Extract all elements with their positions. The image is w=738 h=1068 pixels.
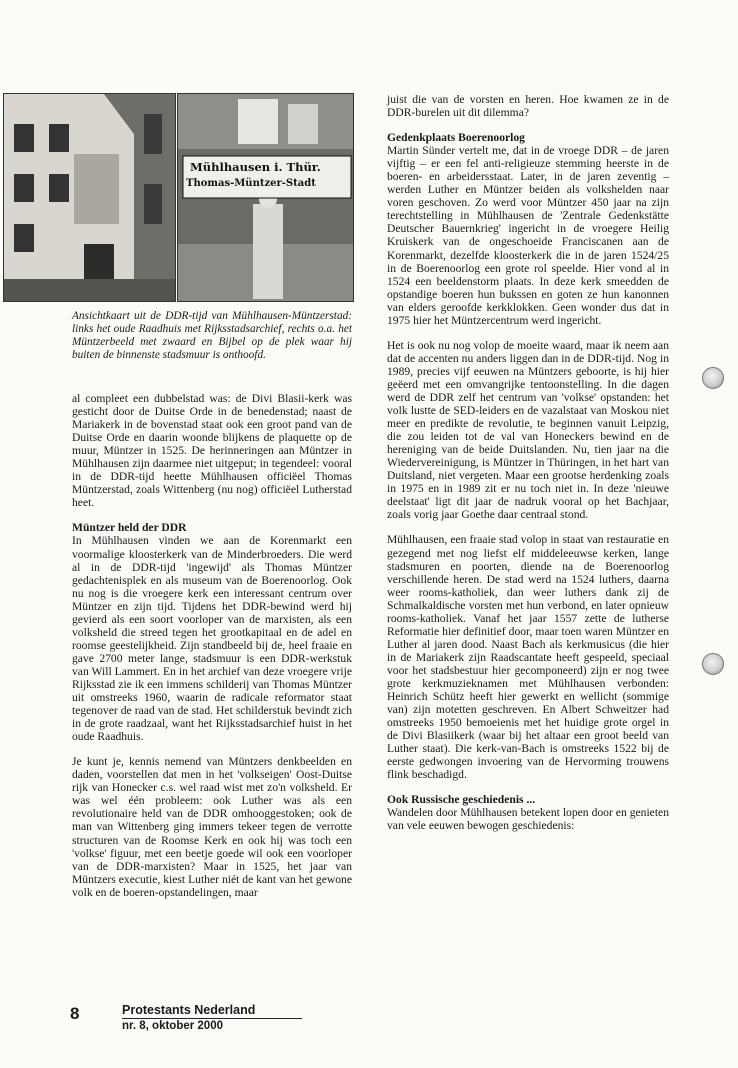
section-heading: Gedenkplaats Boerenoorlog bbox=[387, 131, 525, 145]
paragraph: al compleet een dubbelstad was: de Divi Blasii-kerk was gesticht door de Duitse Orde in de benedenstad; naast de Mariakerk in de bovenstad staat ook een groot pand van de Duitse Orde en daarin woonde blijkens de plaquette op de muur, Müntzer in 1525. De herinneringen aan Müntzer in Mühlhausen zijn daarmee niet uitgeput; in tegendeel: vooral in de DDR-tijd heette Mühlhausen officiëel Thomas Müntzerstad, zoals Wittenberg (nu nog) officiëel Lutherstad heet. bbox=[72, 392, 352, 510]
punch-hole-icon bbox=[702, 653, 724, 675]
paragraph: Je kunt je, kennis nemend van Müntzers denkbeelden en daden, voorstellen dat men in het 'volkseigen' Oost-Duitse rijk van Honecker c.s. wel raad wist met zo'n volksheld. Er was wel één probleem: ook Luther was als een revolutionaire held van de DDR omhooggestoken; ook de man van Wittenberg ging immers tekeer tegen de verrotte structuren van de Roomse Kerk en ook hij was toch een 'volkse' figuur, met een beetje goede wil ook een voorloper van de DDR-marxisten? Maar in 1525, het jaar van Müntzers executie, kiest Luther niét de kant van het gewone volk en de boeren-opstandelingen, maar bbox=[72, 755, 352, 899]
postcard-sign-line1: Mühlhausen i. Thür. bbox=[190, 160, 321, 174]
page-number: 8 bbox=[70, 1004, 80, 1023]
right-column bbox=[387, 93, 669, 844]
paragraph: In Mühlhausen vinden we aan de Korenmarkt een voormalige kloosterkerk van de Minderbroeders. Die werd al in de DDR-tijd 'ingewijd' als Thomas Müntzer gedachtenisplek en als museum van de Boerenoorlog. Ook nu nog is die vroegere kerk een interessant centrum over Müntzer en zijn tijd. Tijdens het DDR-bewind werd hij gevierd als een soort voorloper van de marxisten, als een volksheld die streed tegen het grootkapitaal en de adel en roomse geestelijkheid. Zijn standbeeld bij de, heel fraaie en gave 2700 meter lange, stadsmuur is een DDR-werkstuk van Will Lammert. En in het archief van deze vroegere vrije Rijksstad zie ik een immens schilderij van Thomas Müntzer uit omstreeks 1960, waarin de radicale reformator staat tegenover de raad van de stad. Het schilderstuk bevindt zich in de grote raadzaal, want het Rijksstadsarchief huist in het oude Raadhuis. bbox=[72, 534, 352, 744]
paragraph: juist die van de vorsten en heren. Hoe kwamen ze in de DDR-burelen uit dit dilemma? bbox=[387, 93, 669, 120]
paragraph: Wandelen door Mühlhausen betekent lopen door en genieten van vele eeuwen bewogen geschiedenis: bbox=[387, 806, 669, 833]
photo-caption: Ansichtkaart uit de DDR-tijd van Mühlhausen-Müntzerstad: links het oude Raadhuis met Rijksstadsarchief, rechts o.a. het Müntzerbeeld met zwaard en Bijbel op de plek waar hij buiten de binnenste stadsmuur is onthoofd. bbox=[72, 310, 352, 362]
magazine-title: Protestants Nederland bbox=[122, 1003, 302, 1019]
paragraph: Mühlhausen, een fraaie stad volop in staat van restauratie en gezegend met nog liefst elf middeleeuwse kerken, lange stadsmuren en poorten, diende na de Boerenoorlog verschillende heren. De stad werd na 1524 luthers, daarna weer rooms-katholiek, dan weer luthers dank zij de Schmalkaldische vorsten met hun verbond, en later opnieuw rooms-katholiek. Vanaf het jaar 1557 zette de lutherse Reformatie hier definitief door, maar toen waren Müntzer en Luther al jaren dood. Naast Bach als kerkmusicus (die hier in de Mariakerk zijn Raadscantate heeft gespeeld, speciaal voor het stadsbestuur hier gecomponeerd) zijn er nog twee grote kerkmuzieknamen met Mühlhausen verbonden: Heinrich Schütz heeft hier gewerkt en wellicht (sommige van) zijn motetten geschreven. En Albert Schweitzer had omstreeks 1950 bemoeienis met het huidige grote orgel in de Divi Blasiikerk (waar bij het altaar een groot beeld van Luther staat). Die kerk-van-Bach is omstreeks 1522 bij de eerste gedwongen invoering van de Hervorming trouwens flink beschadigd. bbox=[387, 533, 669, 782]
section-heading: Müntzer held der DDR bbox=[72, 521, 187, 535]
paragraph: Het is ook nu nog volop de moeite waard, maar ik neem aan dat de accenten nu anders liggen dan in de DDR-tijd. Nog in 1989, precies vijf eeuwen na Müntzers geboorte, is hij hier geëerd met een omvangrijke tentoonstelling. In die dagen werd de DDR zelf het centrum van 'volkse' opstanden: het volk lustte de SED-leiders en de vazalstaat van Moskou niet meer en predikte de revolutie, te beginnen vanuit Leipzig, die zou leiden tot de val van Honeckers bewind en de hereniging van de beide Duitslanden. Nu, tien jaar na die Wiedervereinigung, is Müntzer in Thüringen, in het hart van Duitsland, niet vergeten. Maar een grootse herdenking zoals in 1975 en in 1989 zit er nu toch niet in. In deze 'nieuwe deelstaat' ligt dit jaar de nadruk vooral op het Bachjaar, zoals vorig jaar Goethe daar centraal stond. bbox=[387, 338, 669, 522]
section-heading: Ook Russische geschiedenis ... bbox=[387, 793, 536, 807]
issue-info: nr. 8, oktober 2000 bbox=[122, 1020, 223, 1032]
paragraph: Martin Sünder vertelt me, dat in de vroege DDR – de jaren vijftig – er een fel anti-religieuze stemming heerste in de boeren- en arbeidersstaat. Later, in de jaren zeventig – werden Luther en Müntzer beiden als volkshelden naar voren geschoven. Zo werd voor Müntzer 450 jaar na zijn terechtstelling in Mühlhausen de 'Zentrale Gedenkstätte Deutscher Bauernkrieg' ingericht in de vroegere Heilig Kruiskerk van de ongeschoeide Franciscanen aan de Korenmarkt, dezelfde kloosterkerk die in de jaren 1524/25 in de Boerenoorlog een grote rol speelde. Hier vond al in 1524 een beeldenstorm plaats. In deze kerk smeedden de opstandige boeren hun bukssen en goten ze hun kanonnen van elders geroofde kerkklokken. Geen wonder dus dat in 1975 hier het Müntzercentrum werd ingericht. bbox=[387, 144, 669, 327]
photo-town-hall bbox=[3, 93, 176, 302]
postcard-sign-line2: Thomas-Müntzer-Stadt bbox=[186, 178, 316, 189]
left-column bbox=[72, 392, 352, 911]
punch-hole-icon bbox=[702, 367, 724, 389]
photo-muentzer-statue bbox=[177, 93, 354, 302]
